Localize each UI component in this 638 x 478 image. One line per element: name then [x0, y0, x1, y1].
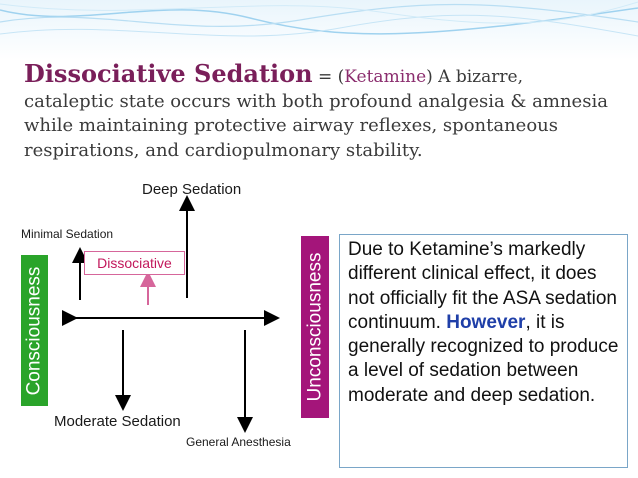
- title-equals: = (: [312, 67, 345, 87]
- explanation-text-1: Due to Ketamine’s markedly different clinical effect, it does not officially fit the ASA sedation continuum.: [348, 239, 617, 333]
- minimal-sedation-label: Minimal Sedation: [21, 227, 114, 241]
- consciousness-label: Consciousness: [21, 255, 48, 406]
- however-emphasis: However: [446, 311, 526, 333]
- deep-sedation-label: Deep Sedation: [142, 181, 242, 198]
- title-after-drug: ) A bizarre,: [426, 67, 523, 87]
- general-anesthesia-label: General Anesthesia: [186, 435, 291, 449]
- title-description: cataleptic state occurs with both profound analgesia & amnesia while maintaining protective airway reflexes, spontaneous respirations, and cardiopulmonary stability.: [24, 90, 608, 161]
- slide-title: Dissociative Sedation: [24, 59, 313, 88]
- explanation-textbox: [339, 234, 628, 468]
- title-drug: Ketamine: [344, 67, 427, 87]
- unconsciousness-label: Unconsciousness: [301, 236, 329, 418]
- dissociative-box: Dissociative: [84, 251, 185, 275]
- explanation-text-2: , it is generally recognized to produce a level of sedation between moderate and deep sedation.: [348, 311, 619, 406]
- moderate-sedation-label: Moderate Sedation: [54, 413, 181, 430]
